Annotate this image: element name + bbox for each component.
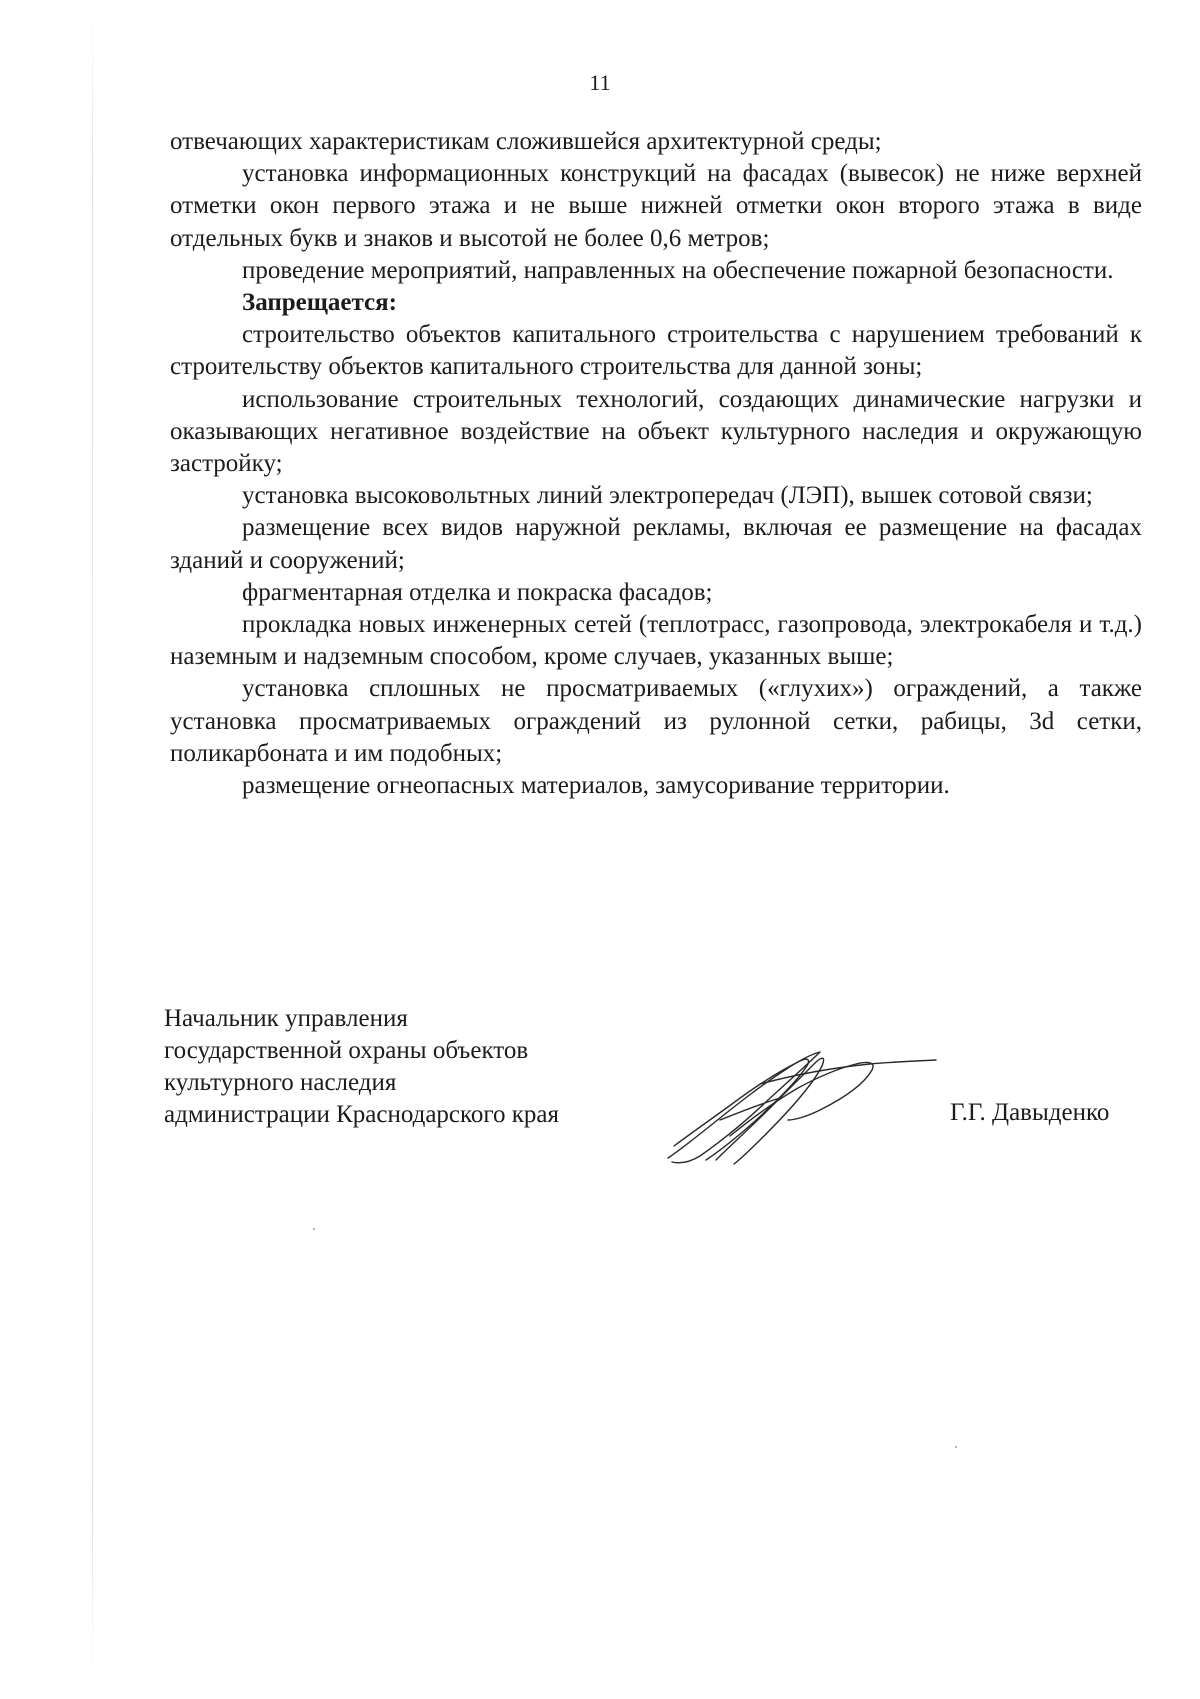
prohibited-item: размещение огнеопасных материалов, замусоривание территории.	[242, 772, 950, 800]
handwritten-signature	[660, 1040, 940, 1170]
signatory-position-line: культурного наследия	[164, 1069, 397, 1096]
prohibited-item: установка высоковольтных линий электропередач (ЛЭП), вышек сотовой связи;	[242, 482, 1093, 510]
scan-edge-shadow	[92, 10, 93, 1680]
prohibited-item: установка сплошных не просматриваемых («глухих») ограждений, а также установка просматриваемых ограждений из рулонной сетки, рабицы, 3d сетки, поликарбоната и им подобных;	[170, 675, 1142, 767]
prohibited-item: использование строительных технологий, создающих динамические нагрузки и оказывающих негативное воздействие на объект культурного наследия и окружающую застройку;	[170, 385, 1142, 478]
signatory-name: Г.Г. Давыденко	[950, 1099, 1110, 1126]
signatory-position-line: государственной охраны объектов	[164, 1037, 529, 1064]
paragraph-signage: установка информационных конструкций на фасадах (вывесок) не ниже верхней отметки окон первого этажа и не выше нижней отметки окон второго этажа в виде отдельных букв и знаков и высотой не более 0,6 метров;	[170, 160, 1142, 252]
prohibited-item: строительство объектов капитального строительства с нарушением требований к строительству объектов капитального строительства для данной зоны;	[170, 321, 1142, 381]
paragraph-continuation: отвечающих характеристикам сложившейся архитектурной среды;	[170, 128, 882, 155]
signatory-position-line: администрации Краснодарского края	[164, 1101, 560, 1128]
prohibited-item: прокладка новых инженерных сетей (теплотрасс, газопровода, электрокабеля и т.д.) наземным и надземным способом, кроме случаев, указанных выше;	[170, 611, 1142, 671]
signatory-position	[164, 1003, 559, 1131]
signatory-position-line: Начальник управления	[164, 1005, 408, 1032]
document-body	[170, 126, 1142, 802]
page-number: 11	[589, 70, 611, 95]
prohibited-item: фрагментарная отделка и покраска фасадов;	[242, 578, 713, 606]
prohibited-heading: Запрещается:	[242, 289, 398, 317]
prohibited-item: размещение всех видов наружной рекламы, включая ее размещение на фасадах зданий и сооружений;	[170, 514, 1142, 574]
scan-speck	[313, 1228, 315, 1230]
scan-speck	[955, 1446, 957, 1448]
paragraph-fire-safety: проведение мероприятий, направленных на обеспечение пожарной безопасности.	[242, 256, 1114, 284]
